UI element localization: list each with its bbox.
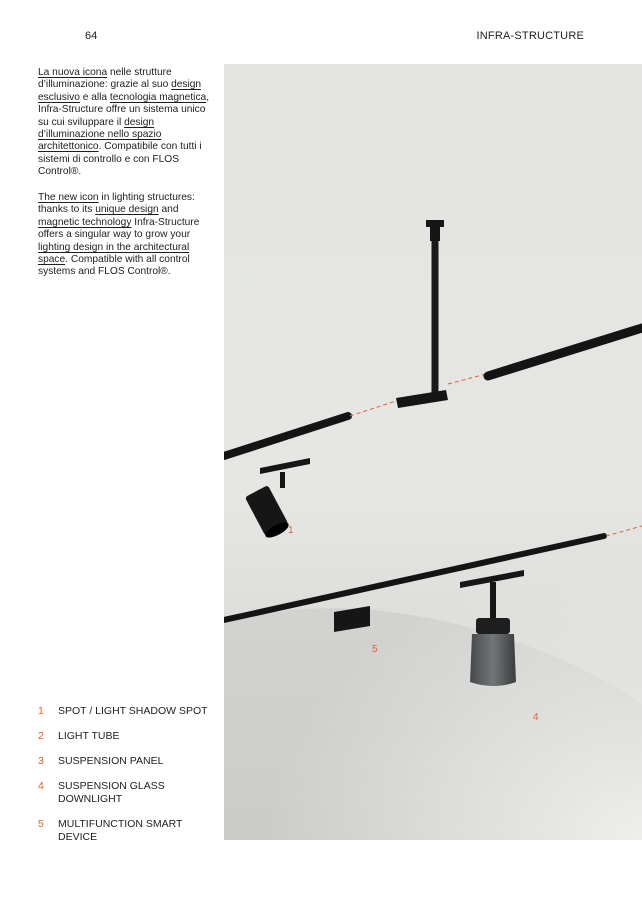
legend-item	[38, 705, 223, 718]
underlined-phrase: tecnologia magnetica	[109, 91, 207, 103]
underlined-phrase: design d’illuminazione nello spazio architettonico	[38, 116, 162, 153]
text-run: Infra-Structure offers a singular way to grow your	[38, 216, 200, 241]
legend-item	[38, 780, 223, 806]
callout-1: 1	[288, 525, 294, 536]
text-run: and	[158, 204, 179, 216]
text-run: nelle strutture d’illuminazione: grazie al suo	[38, 67, 172, 91]
intro-italian	[38, 67, 218, 179]
underlined-phrase: La nuova icona	[38, 67, 108, 78]
legend-number: 2	[38, 730, 44, 742]
text-run: . Compatible with all control systems and FLOS Control®.	[38, 254, 190, 278]
legend-number: 4	[38, 780, 44, 792]
page-number: 64	[85, 30, 98, 42]
text-run: , Infra-Structure offre un sistema unico su cui sviluppare il	[38, 91, 210, 128]
legend-label: SPOT / LIGHT SHADOW SPOT	[58, 705, 208, 717]
legend-label: SUSPENSION GLASS DOWNLIGHT	[58, 780, 165, 805]
product-legend	[38, 705, 223, 856]
callout-5: 5	[372, 644, 378, 655]
text-run: in lighting structures: thanks to its	[38, 192, 195, 216]
legend-label: MULTIFUNCTION SMART DEVICE	[58, 818, 183, 843]
intro-english	[38, 192, 218, 279]
header-title: INFRA-STRUCTURE	[476, 30, 584, 42]
text-run: e alla	[79, 91, 110, 103]
legend-number: 3	[38, 755, 44, 767]
underlined-phrase: design esclusivo	[38, 79, 202, 103]
callout-4: 4	[533, 712, 539, 723]
text-run: . Compatibile con tutti i sistemi di controllo e con FLOS Control®.	[38, 141, 202, 178]
legend-number: 5	[38, 818, 44, 830]
legend-item	[38, 755, 223, 768]
underlined-phrase: unique design	[95, 204, 159, 216]
product-scene	[224, 64, 642, 840]
underlined-phrase: magnetic technology	[38, 216, 132, 228]
legend-label: LIGHT TUBE	[58, 730, 120, 742]
legend-item	[38, 730, 223, 743]
underlined-phrase: lighting design in the architectural space	[38, 241, 190, 266]
glass-shade	[470, 634, 516, 686]
legend-number: 1	[38, 705, 44, 717]
photo	[224, 64, 642, 840]
legend-label: SUSPENSION PANEL	[58, 755, 164, 767]
underlined-phrase: The new icon	[38, 192, 99, 203]
legend-item	[38, 818, 223, 844]
